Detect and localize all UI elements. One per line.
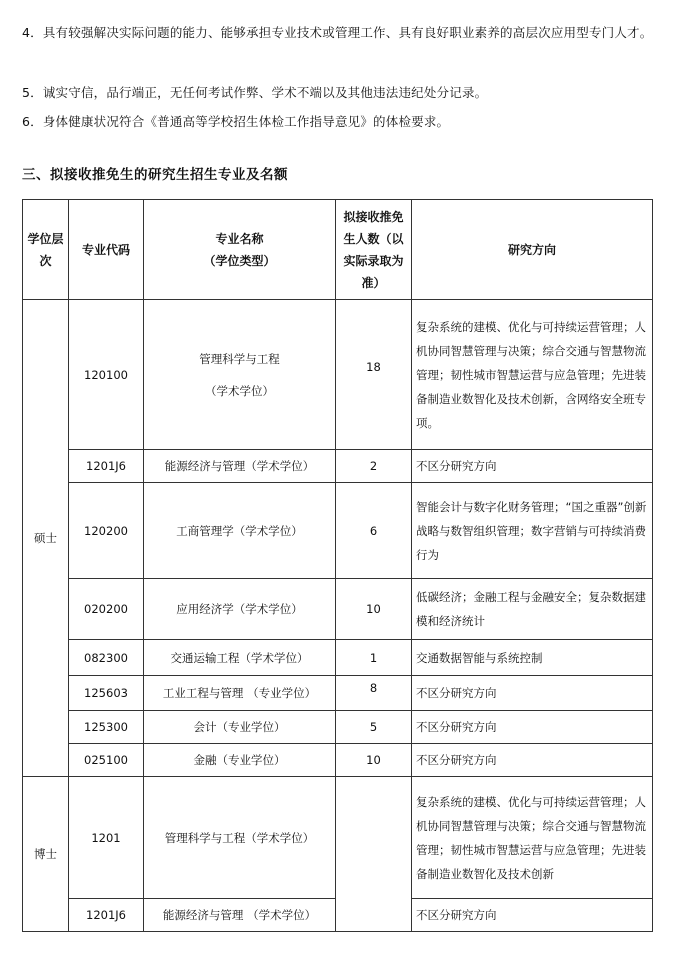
major-code: 125300	[69, 711, 144, 744]
quota-count: 10	[336, 579, 412, 640]
quota-count: 1	[336, 640, 412, 676]
table-row	[23, 300, 653, 450]
major-name: 工业工程与管理 （专业学位）	[144, 676, 336, 711]
research-direction: 不区分研究方向	[412, 450, 653, 483]
quota-count: 8	[336, 676, 412, 711]
table-row	[23, 711, 653, 744]
quota-count: 10	[336, 744, 412, 777]
major-name: 工商管理学（学术学位）	[144, 483, 336, 579]
research-direction: 低碳经济；金融工程与金融安全；复杂数据建模和经济统计	[412, 579, 653, 640]
research-direction: 不区分研究方向	[412, 711, 653, 744]
major-code: 120200	[69, 483, 144, 579]
header-degree-level: 学位层次	[23, 200, 69, 300]
major-code: 1201J6	[69, 899, 144, 932]
header-research-direction: 研究方向	[412, 200, 653, 300]
table-row	[23, 777, 653, 899]
table-row	[23, 676, 653, 711]
table-row	[23, 483, 653, 579]
major-name: 金融（专业学位）	[144, 744, 336, 777]
requirement-6: 6．身体健康状况符合《普通高等学校招生体检工作指导意见》的体检要求。	[22, 114, 450, 129]
quota-count: 18	[336, 300, 412, 450]
header-quota: 拟接收推免生人数（以实际录取为准）	[336, 200, 412, 300]
table-header-row	[23, 200, 653, 300]
major-code: 025100	[69, 744, 144, 777]
quota-count: 5	[336, 711, 412, 744]
table-row	[23, 579, 653, 640]
major-code: 082300	[69, 640, 144, 676]
table-row	[23, 640, 653, 676]
research-direction: 复杂系统的建模、优化与可持续运营管理；人机协同智慧管理与决策；综合交通与智慧物流管理；韧性城市智慧运营与应急管理；先进装备制造业数智化及技术创新	[412, 777, 653, 899]
degree-level-masters: 硕士	[23, 300, 69, 777]
header-major-name-sub: （学位类型）	[203, 253, 276, 268]
major-code: 1201J6	[69, 450, 144, 483]
header-major-code: 专业代码	[69, 200, 144, 300]
quota-count: 6	[336, 483, 412, 579]
major-name: 管理科学与工程（学术学位）	[144, 777, 336, 899]
major-code: 020200	[69, 579, 144, 640]
major-name: 能源经济与管理（学术学位）	[144, 450, 336, 483]
quota-count-empty	[336, 777, 412, 932]
requirement-5: 5．诚实守信，品行端正，无任何考试作弊、学术不端以及其他违法违纪处分记录。	[22, 85, 488, 100]
requirement-4: 4．具有较强解决实际问题的能力、能够承担专业技术或管理工作、具有良好职业素养的高层次应用型专门人才。	[22, 25, 653, 40]
research-direction: 不区分研究方向	[412, 676, 653, 711]
major-code: 120100	[69, 300, 144, 450]
research-direction: 复杂系统的建模、优化与可持续运营管理；人机协同智慧管理与决策；综合交通与智慧物流管理；韧性城市智慧运营与应急管理；先进装备制造业数智化及技术创新，含网络安全班专项。	[412, 300, 653, 450]
header-major-name	[144, 200, 336, 300]
quota-count: 2	[336, 450, 412, 483]
research-direction: 交通数据智能与系统控制	[412, 640, 653, 676]
header-major-name-main: 专业名称	[215, 231, 264, 246]
major-name: 交通运输工程（学术学位）	[144, 640, 336, 676]
major-name-sub: （学术学位）	[205, 383, 274, 398]
major-code: 1201	[69, 777, 144, 899]
major-code: 125603	[69, 676, 144, 711]
section-heading: 三、拟接收推免生的研究生招生专业及名额	[22, 167, 288, 183]
major-name: 会计（专业学位）	[144, 711, 336, 744]
major-name-main: 管理科学与工程	[199, 351, 280, 366]
enrollment-quota-table	[22, 199, 653, 932]
research-direction: 不区分研究方向	[412, 899, 653, 932]
research-direction: 不区分研究方向	[412, 744, 653, 777]
table-row	[23, 450, 653, 483]
major-name: 应用经济学（学术学位）	[144, 579, 336, 640]
major-name	[144, 300, 336, 450]
research-direction: 智能会计与数字化财务管理；“国之重器”创新战略与数智组织管理；数字营销与可持续消费行为	[412, 483, 653, 579]
major-name: 能源经济与管理 （学术学位）	[144, 899, 336, 932]
degree-level-doctoral: 博士	[23, 777, 69, 932]
table-row	[23, 744, 653, 777]
